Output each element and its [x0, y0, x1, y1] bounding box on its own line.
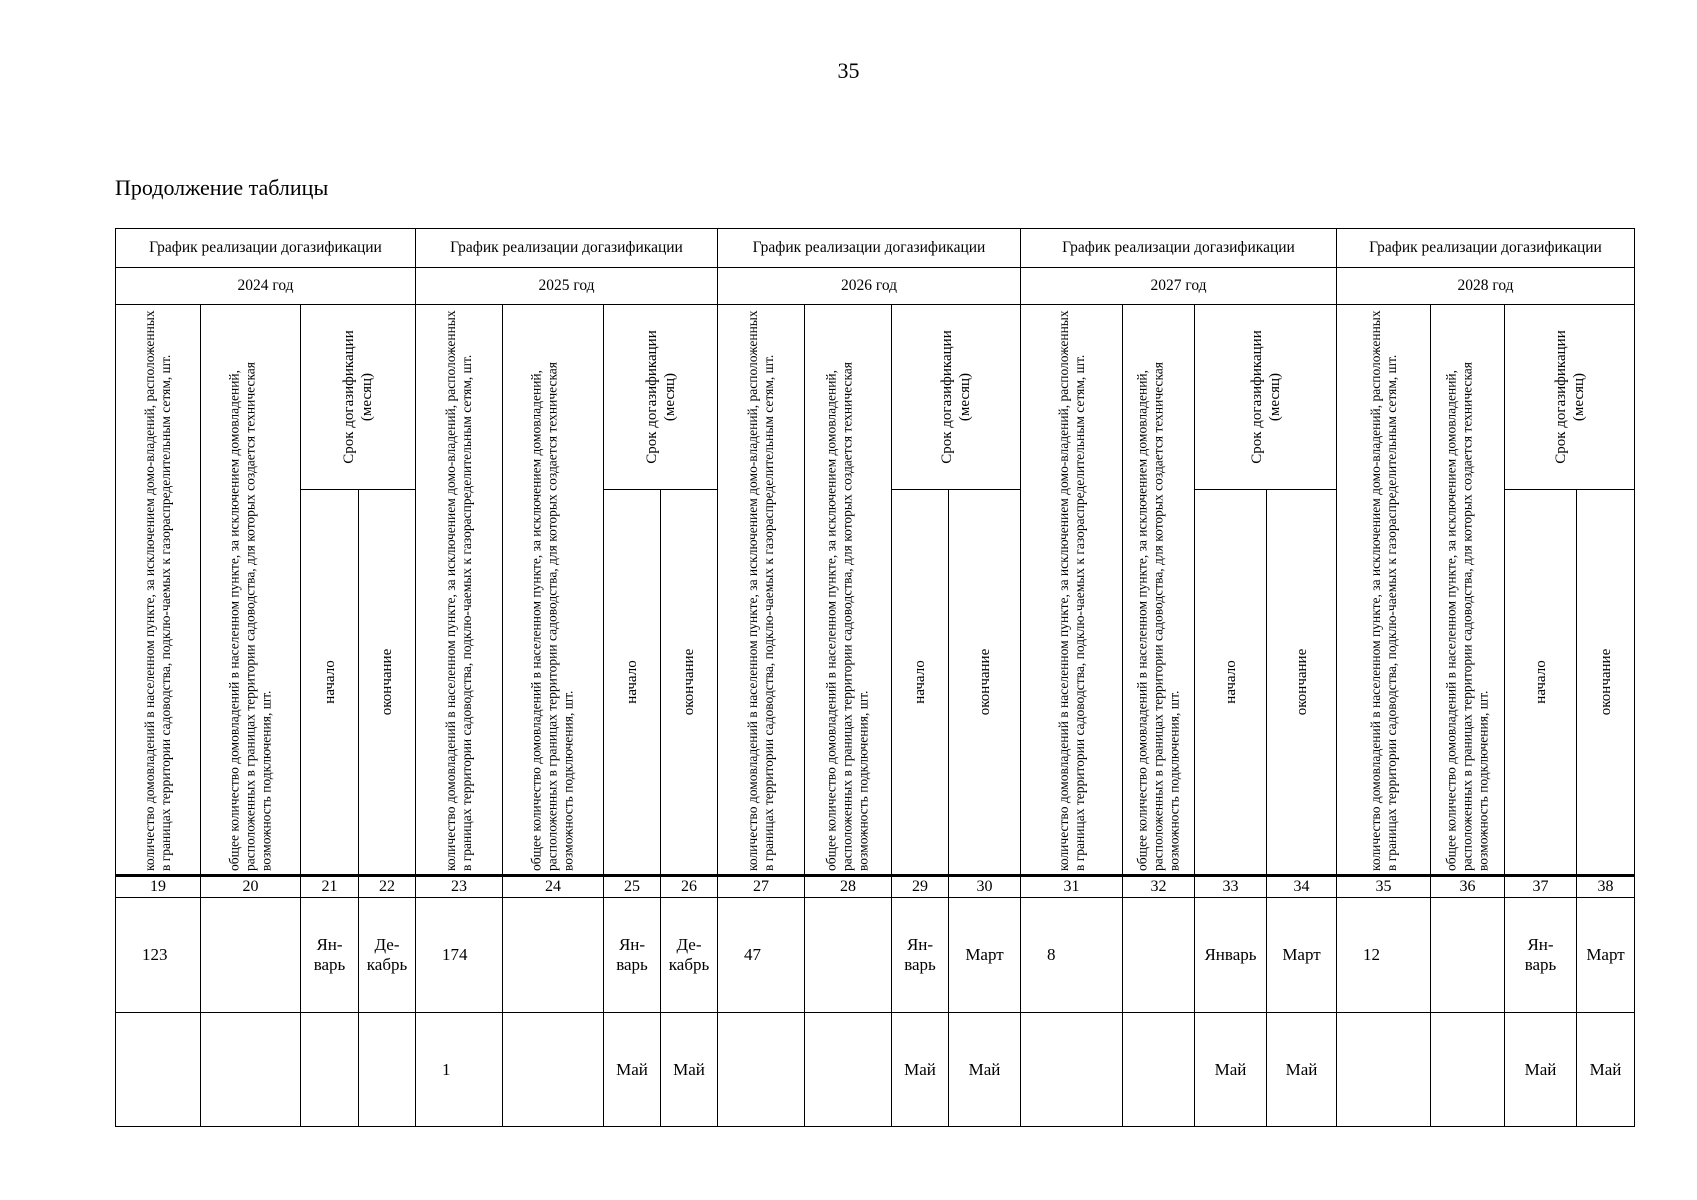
table-cell-end	[1267, 898, 1337, 1013]
column-number	[1267, 875, 1337, 898]
column-header-total	[805, 305, 892, 875]
column-number	[115, 875, 201, 898]
table-cell-start	[301, 1013, 359, 1127]
column-header-count	[1337, 305, 1431, 875]
column-number-text: 34	[1293, 877, 1310, 895]
table-cell-end-text: Май	[968, 1059, 1001, 1079]
column-header-count-text: количество домовладений в населенном пункте, за исключением домо-владений, расположенных в границах территории садоводства, подклю-чаемых к газораспределительным сетям, шт.	[1367, 309, 1399, 871]
column-header-start	[892, 490, 949, 875]
table-cell-total	[805, 898, 892, 1013]
column-number-text: 20	[242, 877, 259, 895]
column-number	[1431, 875, 1505, 898]
table-cell-total	[1431, 898, 1505, 1013]
table-cell-end	[1577, 1013, 1635, 1127]
table-cell-total	[201, 898, 301, 1013]
table-cell-total	[1123, 1013, 1195, 1127]
column-number-text: 28	[840, 877, 856, 895]
year-label: 2027 год	[1150, 277, 1207, 295]
column-number-text: 22	[379, 877, 395, 895]
column-number-text: 23	[451, 877, 467, 895]
column-header-count-text: количество домовладений в населенном пункте, за исключением домо-владений, расположенных в границах территории садоводства, подклю-чаемых к газораспределительным сетям, шт.	[1055, 309, 1087, 871]
column-header-srok	[604, 305, 718, 490]
column-header-start-text: начало	[321, 660, 338, 704]
year-header	[718, 268, 1021, 305]
table-cell-start	[892, 898, 949, 1013]
column-number-text: 30	[976, 877, 993, 895]
table-cell-total	[503, 898, 604, 1013]
table-cell-start	[1195, 1013, 1267, 1127]
table-cell-end	[1267, 1013, 1337, 1127]
table-cell-start-text: Ян- варь	[1524, 935, 1557, 974]
table-cell-end-text: Май	[673, 1059, 705, 1079]
group-header-label: График реализации догазификации	[149, 239, 382, 257]
column-header-srok	[301, 305, 416, 490]
year-header	[1337, 268, 1635, 305]
table-cell-end-text: Май	[1285, 1059, 1318, 1079]
column-header-count-text: количество домовладений в населенном пункте, за исключением домо-владений, расположенных в границах территории садоводства, подклю-чаемых к газораспределительным сетям, шт.	[442, 309, 474, 871]
column-header-srok-text: Срок догазификации (месяц)	[939, 330, 973, 464]
column-header-count-text: количество домовладений в населенном пункте, за исключением домо-владений, расположенных в границах территории садоводства, подклю-чаемых к газораспределительным сетям, шт.	[744, 309, 776, 871]
table-cell-start-text: Май	[1524, 1059, 1557, 1079]
column-header-start-text: начало	[1222, 660, 1239, 704]
table-cell-count-text: 8	[1047, 945, 1056, 965]
column-number-text: 24	[545, 877, 561, 895]
group-header	[1337, 228, 1635, 268]
column-number	[805, 875, 892, 898]
table-cell-count-text: 174	[442, 945, 468, 965]
table-cell-start-text: Ян- варь	[616, 935, 648, 974]
column-number	[604, 875, 661, 898]
table-cell-count	[416, 1013, 503, 1127]
column-header-end	[661, 490, 718, 875]
table-cell-count	[1021, 898, 1123, 1013]
year-label: 2024 год	[237, 277, 294, 295]
column-header-total-text: общее количество домовладений в населенном пункте, за исключением домовладений, расположенных в границах территории садоводства, для которых создается техническая возможность подключения, шт.	[226, 361, 274, 871]
table-cell-end-text: Де- кабрь	[366, 935, 408, 974]
column-header-total-text: общее количество домовладений в населенном пункте, за исключением домовладений, расположенных в границах территории садоводства, для которых создается техническая возможность подключения, шт.	[823, 361, 872, 871]
column-header-end-text: окончание	[1597, 648, 1614, 716]
year-label: 2025 год	[538, 277, 595, 295]
column-number-text: 32	[1150, 877, 1167, 895]
column-header-srok	[1195, 305, 1337, 490]
column-number-text: 25	[624, 877, 640, 895]
table-cell-count-text: 123	[142, 945, 168, 965]
table-cell-end-text: Март	[1282, 945, 1321, 965]
column-number	[201, 875, 301, 898]
column-header-end-text: окончание	[976, 648, 993, 716]
column-header-count	[115, 305, 201, 875]
group-header	[718, 228, 1021, 268]
group-header	[416, 228, 718, 268]
column-header-srok	[892, 305, 1021, 490]
table-cell-start-text: Ян- варь	[904, 935, 936, 974]
table-cell-total	[201, 1013, 301, 1127]
table-cell-end	[661, 1013, 718, 1127]
column-header-count	[416, 305, 503, 875]
column-header-start-text: начало	[1532, 660, 1549, 704]
column-number-text: 19	[150, 877, 166, 895]
column-header-end	[949, 490, 1021, 875]
column-header-count	[718, 305, 805, 875]
column-number-text: 36	[1459, 877, 1476, 895]
table-cell-start	[1195, 898, 1267, 1013]
column-header-start-text: начало	[624, 660, 640, 704]
column-number-text: 31	[1063, 877, 1080, 895]
column-number	[1123, 875, 1195, 898]
column-header-end-text: окончание	[379, 648, 395, 716]
column-header-start-text: начало	[912, 660, 928, 704]
column-number	[359, 875, 416, 898]
table-cell-total	[1431, 1013, 1505, 1127]
table-cell-start-text: Ян- варь	[313, 935, 346, 974]
column-number	[1021, 875, 1123, 898]
column-header-total	[1123, 305, 1195, 875]
table-cell-start-text: Январь	[1204, 945, 1257, 965]
column-header-start	[1195, 490, 1267, 875]
column-number-text: 37	[1532, 877, 1549, 895]
table-cell-end	[1577, 898, 1635, 1013]
column-header-total	[1431, 305, 1505, 875]
column-number	[1577, 875, 1635, 898]
year-label: 2026 год	[840, 277, 898, 295]
column-number-text: 27	[753, 877, 769, 895]
table-cell-count-text: 1	[442, 1059, 451, 1079]
column-header-start	[1505, 490, 1577, 875]
column-number	[892, 875, 949, 898]
column-header-end	[1267, 490, 1337, 875]
table-cell-count-text: 47	[744, 945, 761, 965]
table-cell-end	[359, 1013, 416, 1127]
group-header	[115, 228, 416, 268]
table-cell-end-text: Май	[1589, 1059, 1622, 1079]
table-cell-start	[892, 1013, 949, 1127]
table-cell-end-text: Март	[1586, 945, 1625, 965]
table-cell-start	[604, 898, 661, 1013]
table-cell-count	[718, 898, 805, 1013]
table-cell-count	[416, 898, 503, 1013]
table-cell-start	[1505, 898, 1577, 1013]
column-header-total	[503, 305, 604, 875]
column-header-start	[301, 490, 359, 875]
column-number-text: 21	[321, 877, 338, 895]
column-header-srok	[1505, 305, 1635, 490]
column-number	[949, 875, 1021, 898]
table-continuation-caption: Продолжение таблицы	[115, 175, 329, 200]
table-cell-start	[1505, 1013, 1577, 1127]
table-cell-count	[718, 1013, 805, 1127]
column-number	[503, 875, 604, 898]
column-header-srok-text: Срок догазификации (месяц)	[341, 330, 375, 464]
table-cell-total	[1123, 898, 1195, 1013]
column-number-text: 38	[1597, 877, 1614, 895]
column-number	[301, 875, 359, 898]
column-number	[416, 875, 503, 898]
page-number: 35	[837, 58, 860, 83]
column-header-total-text: общее количество домовладений в населенном пункте, за исключением домовладений, расположенных в границах территории садоводства, для которых создается техническая возможность подключения, шт.	[1134, 361, 1182, 871]
table-cell-total	[503, 1013, 604, 1127]
column-number	[718, 875, 805, 898]
table-cell-end	[949, 898, 1021, 1013]
column-number	[1337, 875, 1431, 898]
column-number	[661, 875, 718, 898]
table-cell-count	[1337, 898, 1431, 1013]
dogazification-schedule-table	[115, 228, 1635, 1127]
table-cell-total	[805, 1013, 892, 1127]
column-header-count	[1021, 305, 1123, 875]
column-number-text: 29	[912, 877, 928, 895]
group-header-label: График реализации догазификации	[1062, 239, 1295, 257]
column-header-end-text: окончание	[681, 648, 697, 716]
column-header-srok-text: Срок догазификации (месяц)	[643, 330, 678, 464]
group-header	[1021, 228, 1337, 268]
year-header	[1021, 268, 1337, 305]
year-label: 2028 год	[1457, 277, 1514, 295]
column-header-total	[201, 305, 301, 875]
column-number-text: 26	[681, 877, 697, 895]
column-header-start	[604, 490, 661, 875]
column-header-srok-text: Срок догазификации (месяц)	[1248, 330, 1283, 464]
table-cell-count	[1337, 1013, 1431, 1127]
table-cell-count	[115, 1013, 201, 1127]
column-number	[1195, 875, 1267, 898]
column-header-end	[359, 490, 416, 875]
table-cell-count-text: 12	[1363, 945, 1380, 965]
table-cell-start-text: Май	[616, 1059, 648, 1079]
table-cell-end	[661, 898, 718, 1013]
table-cell-start-text: Май	[904, 1059, 936, 1079]
table-cell-end-text: Де- кабрь	[668, 935, 710, 974]
column-number-text: 35	[1375, 877, 1392, 895]
table-cell-end-text: Март	[965, 945, 1004, 965]
group-header-label: График реализации догазификации	[1369, 239, 1602, 257]
column-header-end-text: окончание	[1293, 648, 1310, 716]
column-header-end	[1577, 490, 1635, 875]
group-header-label: График реализации догазификации	[752, 239, 986, 257]
column-number-text: 33	[1222, 877, 1239, 895]
column-header-total-text: общее количество домовладений в населенном пункте, за исключением домовладений, расположенных в границах территории садоводства, для которых создается техническая возможность подключения, шт.	[528, 361, 577, 871]
year-header	[416, 268, 718, 305]
table-cell-end	[359, 898, 416, 1013]
group-header-label: График реализации догазификации	[450, 239, 683, 257]
table-cell-start	[301, 898, 359, 1013]
table-cell-end	[949, 1013, 1021, 1127]
table-cell-count	[115, 898, 201, 1013]
column-number	[1505, 875, 1577, 898]
table-cell-start	[604, 1013, 661, 1127]
table-cell-start-text: Май	[1214, 1059, 1247, 1079]
table-cell-count	[1021, 1013, 1123, 1127]
year-header	[115, 268, 416, 305]
column-header-total-text: общее количество домовладений в населенном пункте, за исключением домовладений, расположенных в границах территории садоводства, для которых создается техническая возможность подключения, шт.	[1443, 361, 1491, 871]
column-header-srok-text: Срок догазификации (месяц)	[1552, 330, 1587, 464]
column-header-count-text: количество домовладений в населенном пункте, за исключением домо-владений, расположенных в границах территории садоводства, подклю-чаемых к газораспределительным сетям, шт.	[141, 309, 173, 871]
